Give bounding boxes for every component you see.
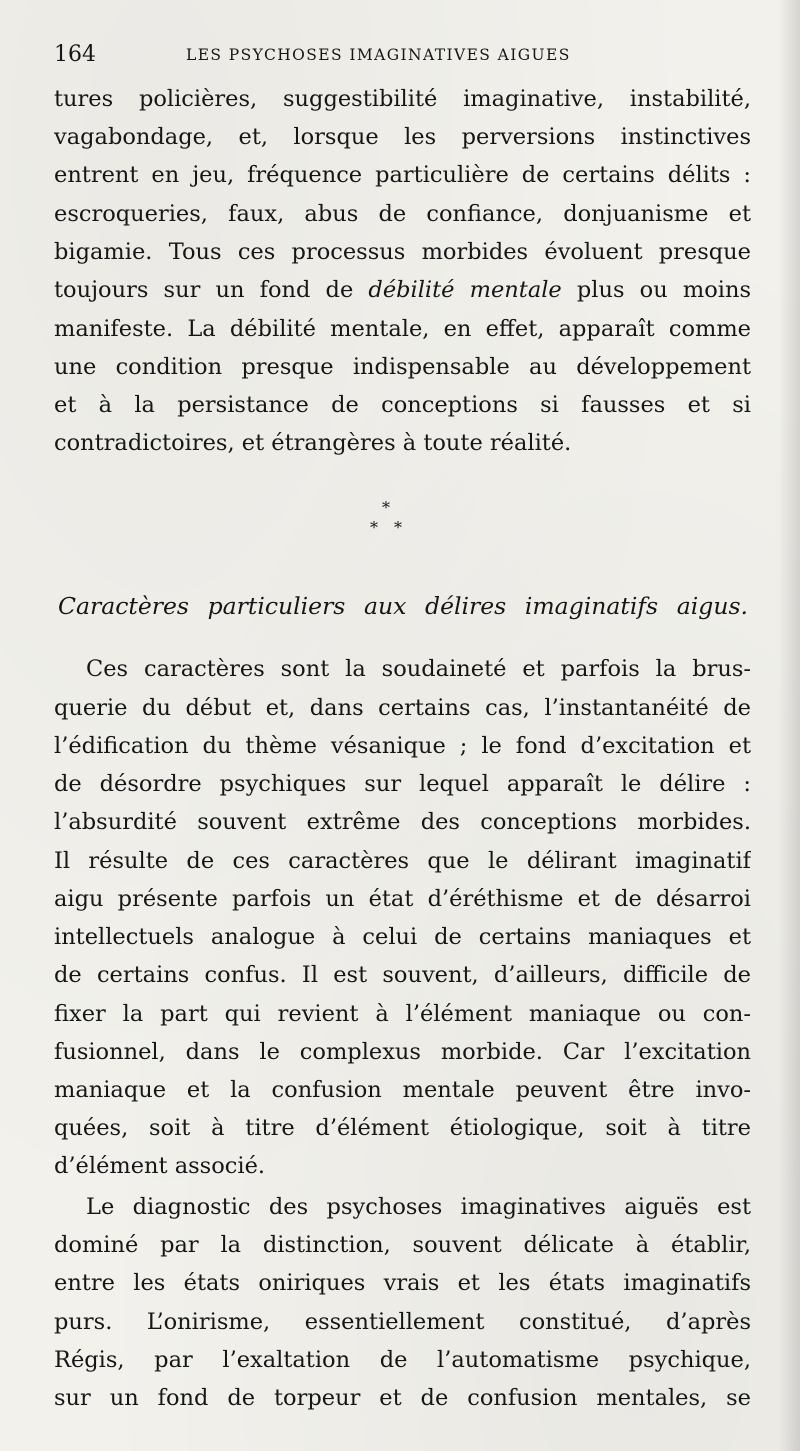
text-line: Ces caractères sont la soudaineté et parfois la brus-: [86, 656, 751, 682]
text-line: maniaque et la confusion mentale peuvent être invo-: [54, 1077, 751, 1103]
text-line: entrent en jeu, fréquence particulière de certains délits :: [54, 162, 751, 188]
text-line-with-emphasis: [54, 271, 751, 309]
asterism-star: *: [394, 518, 402, 537]
text-line: de certains confus. Il est souvent, d’ailleurs, difficile de: [54, 962, 751, 988]
asterism-star: *: [382, 498, 390, 517]
text-line: fusionnel, dans le complexus morbide. Car l’excitation: [54, 1039, 751, 1065]
text-line: manifeste. La débilité mentale, en effet, apparaît comme: [54, 316, 751, 342]
text-line: bigamie. Tous ces processus morbides évoluent presque: [54, 239, 751, 265]
text-line: et à la persistance de conceptions si fausses et si: [54, 392, 751, 418]
text-line: escroqueries, faux, abus de confiance, donjuanisme et: [54, 201, 751, 227]
text-line: de désordre psychiques sur lequel apparaît le délire :: [54, 771, 751, 797]
text-line: intellectuels analogue à celui de certains maniaques et: [54, 924, 751, 950]
text-line: l’édification du thème vésanique ; le fond d’excitation et: [54, 733, 751, 759]
running-head: [54, 40, 754, 76]
asterism-separator: [360, 498, 420, 548]
text-line: entre les états oniriques vrais et les états imaginatifs: [54, 1270, 751, 1296]
text-line: aigu présente parfois un état d’éréthisme et de désarroi: [54, 886, 751, 912]
text-line: contradictoires, et étrangères à toute réalité.: [54, 430, 572, 456]
section-heading: Caractères particuliers aux délires imaginatifs aigus.: [58, 592, 748, 620]
text-line: l’absurdité souvent extrême des conceptions morbides.: [54, 809, 751, 835]
running-title: LES PSYCHOSES IMAGINATIVES AIGUES: [186, 46, 571, 64]
text-line: vagabondage, et, lorsque les perversions instinctives: [54, 124, 751, 150]
text-line: querie du début et, dans certains cas, l’instantanéité de: [54, 695, 751, 721]
page-number: 164: [54, 42, 96, 67]
text-line: Le diagnostic des psychoses imaginatives aiguës est: [86, 1194, 751, 1220]
text-line: tures policières, suggestibilité imaginative, instabilité,: [54, 86, 751, 112]
text-line: Régis, par l’exaltation de l’automatisme psychique,: [54, 1347, 751, 1373]
text-line: dominé par la distinction, souvent délicate à établir,: [54, 1232, 751, 1258]
text-line: Il résulte de ces caractères que le délirant imaginatif: [54, 848, 751, 874]
text-line: fixer la part qui revient à l’élément maniaque ou con-: [54, 1001, 751, 1027]
emphasis-debilite-mentale: débilité mentale: [368, 277, 562, 303]
text-line: d’élément associé.: [54, 1153, 266, 1179]
page-edge-shadow: [778, 0, 800, 1451]
text-line: une condition presque indispensable au développement: [54, 354, 751, 380]
text-line: purs. L’onirisme, essentiellement constitué, d’après: [54, 1309, 751, 1335]
asterism-star: *: [370, 518, 378, 537]
text-line: quées, soit à titre d’élément étiologique, soit à titre: [54, 1115, 751, 1141]
text-run: plus ou moins: [561, 277, 751, 303]
text-line: sur un fond de torpeur et de confusion mentales, se: [54, 1385, 751, 1411]
text-run: toujours sur un fond de: [54, 277, 369, 303]
